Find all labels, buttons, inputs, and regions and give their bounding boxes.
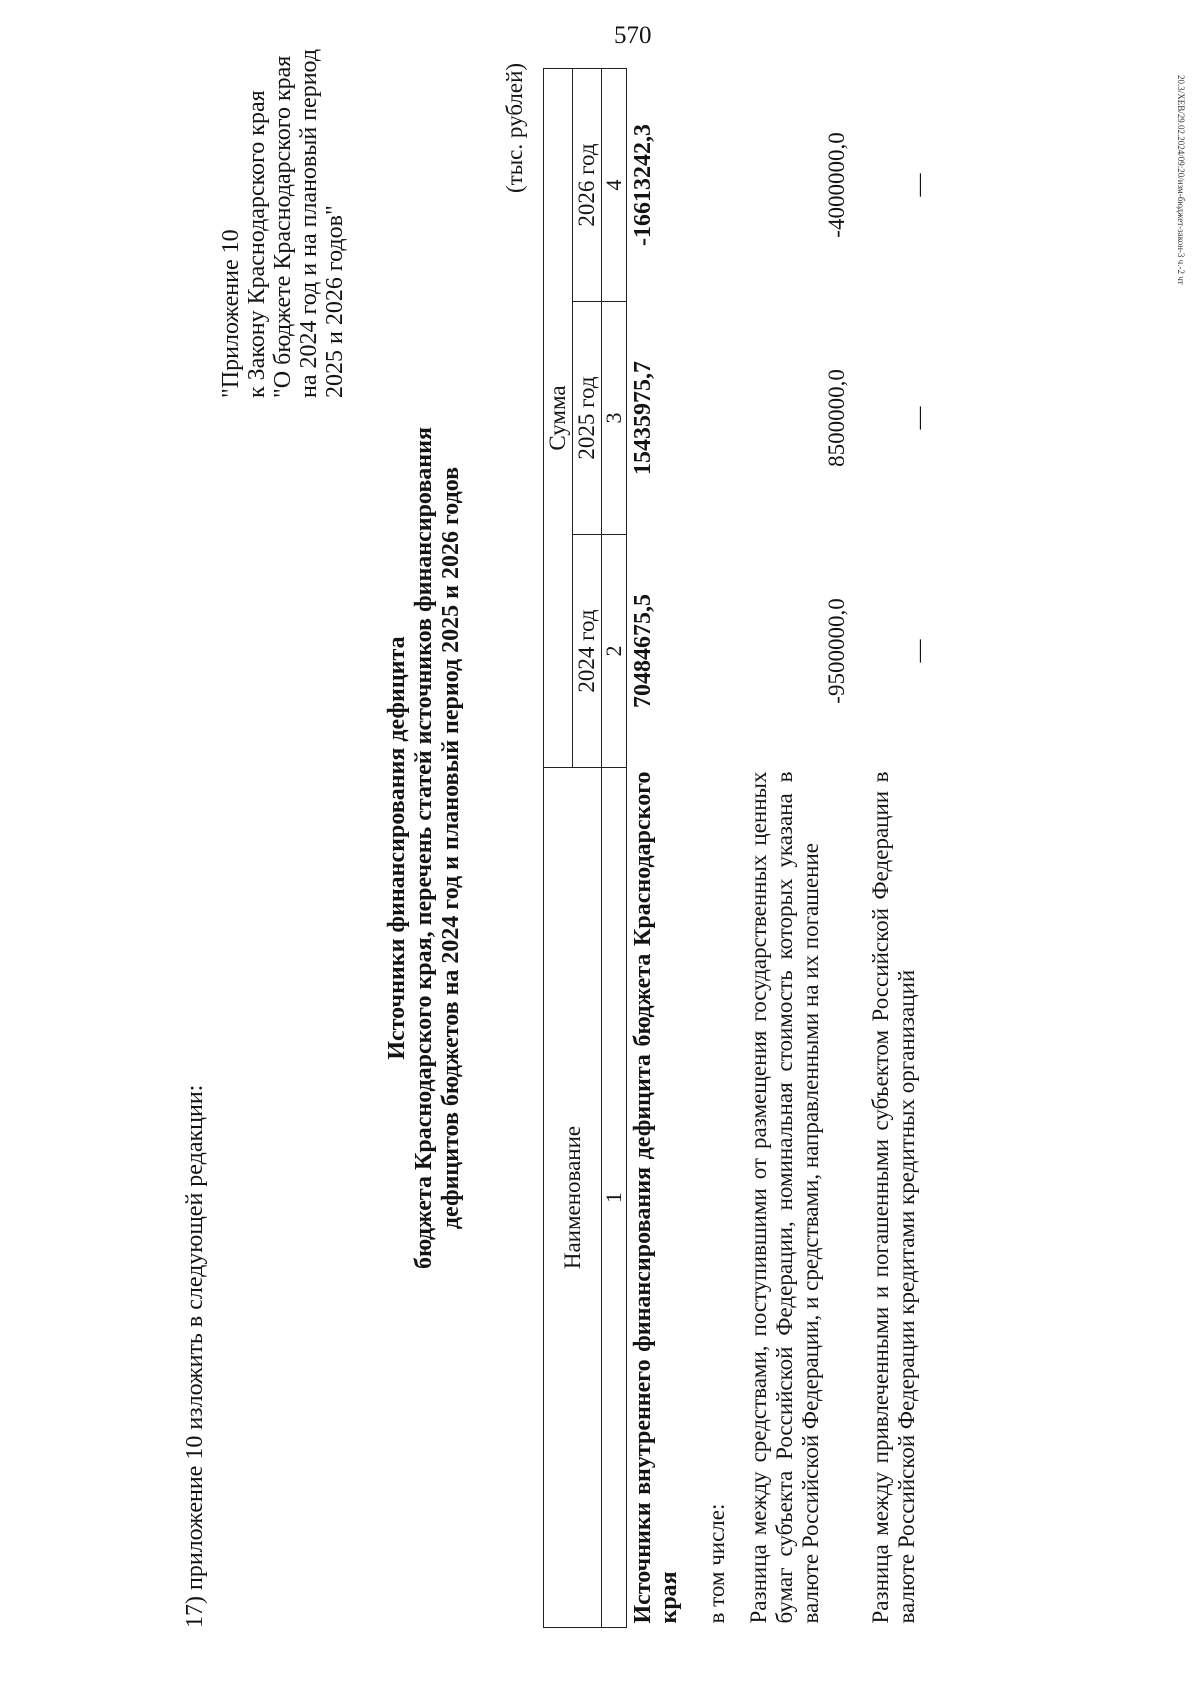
title-line: бюджета Краснодарского края, перечень статей источников финансирования bbox=[411, 427, 437, 1269]
document-footer-code: 20.3/XEB/29.02.2024/09:20/изм-бюджет-закон-3 ч.-2 чт bbox=[1176, 75, 1186, 285]
row-value-2026: -16613242,3 bbox=[630, 123, 656, 246]
row-value-2025: 15435975,7 bbox=[630, 361, 656, 475]
unit-label: (тыс. рублей) bbox=[502, 62, 527, 193]
header-year-2024: 2024 год bbox=[573, 535, 602, 768]
document-title bbox=[384, 68, 465, 1628]
header-sum: Сумма bbox=[544, 68, 573, 767]
header-name: Наименование bbox=[544, 768, 602, 1628]
column-number: 4 bbox=[602, 68, 627, 301]
row-value-2025: — bbox=[906, 406, 931, 430]
row-name: Разница между средствами, поступившими от размещения государственных ценных бумаг субъекта Российской Федерации, номинальная стоимость которых указана в валюте Российской Федерации, и средствами, направленными на их погашение bbox=[746, 771, 823, 1624]
appendix-line: "Приложение 10 bbox=[218, 229, 244, 398]
table-column-numbers-row bbox=[602, 68, 627, 1627]
table-row bbox=[744, 68, 866, 1627]
row-value-2024: -9500000,0 bbox=[824, 598, 849, 704]
table-row-subheading bbox=[684, 68, 744, 1627]
table-header-row bbox=[544, 68, 573, 1627]
amendment-intro: 17) приложение 10 изложить в следующей редакции: bbox=[182, 1084, 208, 1628]
appendix-line: к Закону Краснодарского края bbox=[244, 90, 270, 398]
row-value-2025: 8500000,0 bbox=[824, 369, 849, 467]
column-number: 1 bbox=[602, 768, 627, 1628]
page-number: 570 bbox=[614, 22, 652, 49]
column-number: 3 bbox=[602, 302, 627, 535]
table-row bbox=[866, 68, 948, 1627]
row-name: Источники внутреннего финансирования дефицита бюджета Краснодарского края bbox=[630, 771, 682, 1624]
title-line: Источники финансирования дефицита bbox=[384, 636, 410, 1060]
row-value-2024: 70484675,5 bbox=[630, 594, 656, 708]
table-row-total bbox=[627, 68, 685, 1627]
appendix-line: 2025 и 2026 годов" bbox=[322, 205, 348, 398]
rotated-document-body bbox=[180, 48, 1080, 1628]
row-value-2026: -4000000,0 bbox=[824, 132, 849, 238]
row-name: Разница между привлеченными и погашенными субъектом Российской Федерации в валюте Российской Федерации кредитами кредитных организаций bbox=[868, 771, 919, 1624]
appendix-reference bbox=[218, 49, 348, 398]
financing-sources-table bbox=[543, 68, 948, 1628]
appendix-line: "О бюджете Краснодарского края bbox=[270, 55, 296, 398]
row-value-2026: — bbox=[906, 173, 931, 197]
row-name: в том числе: bbox=[704, 1503, 729, 1624]
title-line: дефицитов бюджетов на 2024 год и плановый период 2025 и 2026 годов bbox=[438, 466, 464, 1230]
column-number: 2 bbox=[602, 535, 627, 768]
header-year-2025: 2025 год bbox=[573, 302, 602, 535]
row-value-2024: — bbox=[906, 639, 931, 663]
appendix-line: на 2024 год и на плановый период bbox=[296, 48, 322, 398]
header-year-2026: 2026 год bbox=[573, 68, 602, 301]
